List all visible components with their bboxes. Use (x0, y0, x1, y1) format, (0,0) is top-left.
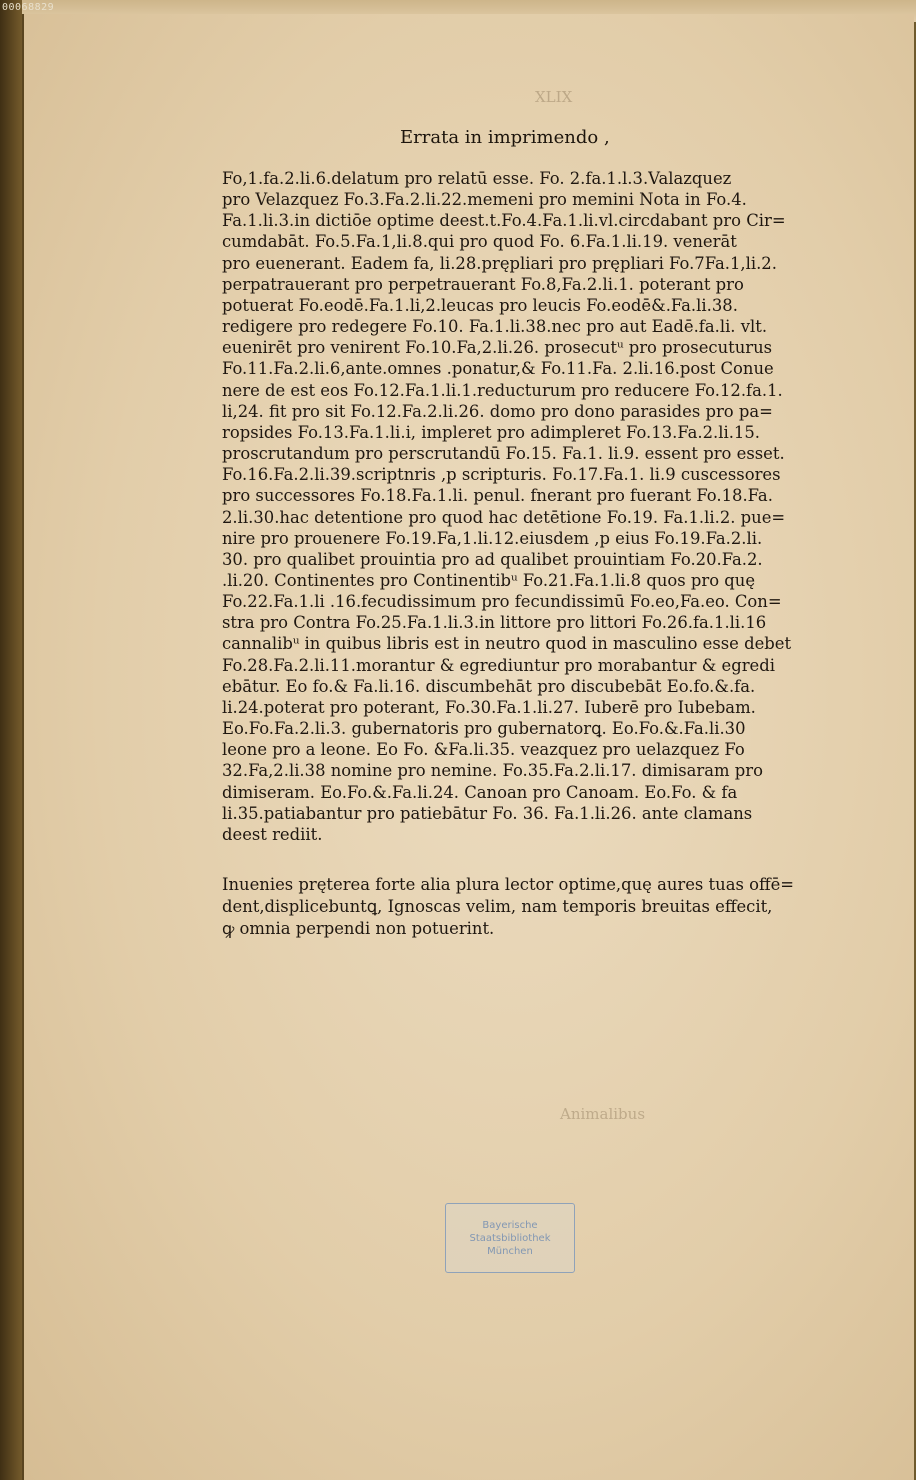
stamp-line-1: Bayerische (482, 1219, 538, 1231)
errata-line: deest rediit. (222, 824, 323, 844)
errata-line: redigere pro redegere Fo.10. Fa.1.li.38.nec pro aut Eadē.fa.li. vlt. (222, 317, 768, 337)
closing-paragraph (222, 874, 802, 940)
errata-line: ebātur. Eo fo.& Fa.li.16. discumbehāt pro discubebāt Eo.fo.&.fa. (222, 676, 756, 696)
errata-line: 32.Fa,2.li.38 nomine pro nemine. Fo.35.Fa.2.li.17. dimisaram pro (222, 761, 763, 781)
page-title: Errata in imprimendo , (400, 127, 610, 148)
errata-line: li.35.patiabantur pro patiebātur Fo. 36. Fa.1.li.26. ante clamans (222, 803, 753, 823)
errata-line: Fo.22.Fa.1.li .16.fecudissimum pro fecundissimū Fo.eo,Fa.eo. Con= (222, 592, 782, 612)
library-stamp (445, 1203, 575, 1273)
errata-line: li.24.poterat pro poterant, Fo.30.Fa.1.li.27. Iuberē pro Iubebam. (222, 697, 756, 717)
errata-line: cumdabāt. Fo.5.Fa.1,li.8.qui pro quod Fo. 6.Fa.1.li.19. venerāt (222, 232, 737, 252)
errata-line: pro Velazquez Fo.3.Fa.2.li.22.memeni pro memini Nota in Fo.4. (222, 190, 747, 210)
errata-line: dimiseram. Eo.Fo.&.Fa.li.24. Canoan pro Canoam. Eo.Fo. & fa (222, 782, 738, 802)
closing-line: Inuenies pręterea forte alia plura lector optime,quę aures tuas offē= (222, 875, 795, 894)
errata-line: 30. pro qualibet prouintia pro ad qualibet prouintiam Fo.20.Fa.2. (222, 549, 763, 569)
errata-line: proscrutandum pro perscrutandū Fo.15. Fa.1. li.9. essent pro esset. (222, 444, 785, 464)
errata-line: perpatrauerant pro perpetrauerant Fo.8,Fa.2.li.1. poterant pro (222, 274, 744, 294)
errata-line: nere de est eos Fo.12.Fa.1.li.1.reducturum pro reducere Fo.12.fa.1. (222, 380, 783, 400)
errata-line: Fo.11.Fa.2.li.6,ante.omnes .ponatur,& Fo.11.Fa. 2.li.16.post Conue (222, 359, 774, 379)
errata-line: .li.20. Continentes pro Continentibᵘ Fo.21.Fa.1.li.8 quos pro quę (222, 570, 756, 590)
stamp-line-3: München (487, 1245, 533, 1257)
errata-line: Fo.16.Fa.2.li.39.scriptnris ,p scripturis. Fo.17.Fa.1. li.9 cuscessores (222, 465, 781, 485)
errata-line: 2.li.30.hac detentione pro quod hac detētione Fo.19. Fa.1.li.2. pue= (222, 507, 786, 527)
bleed-through-folio: XLIX (535, 88, 573, 106)
errata-line: stra pro Contra Fo.25.Fa.1.li.3.in littore pro littori Fo.26.fa.1.li.16 (222, 613, 767, 633)
errata-line: pro euenerant. Eadem fa, li.28.prępliari pro prępliari Fo.7Fa.1,li.2. (222, 253, 777, 273)
errata-line: li,24. fit pro sit Fo.12.Fa.2.li.26. domo pro dono parasides pro pa= (222, 401, 773, 421)
closing-line: ꝙ omnia perpendi non potuerint. (222, 919, 495, 938)
errata-line: euenirēt pro venirent Fo.10.Fa,2.li.26. prosecutᵘ pro prosecuturus (222, 338, 773, 358)
errata-line: Fa.1.li.3.in dictiōe optime deest.t.Fo.4.Fa.1.li.vl.circdabant pro Cir= (222, 211, 786, 231)
errata-list (222, 168, 802, 845)
shelfmark-label: 00068829 (2, 2, 55, 13)
closing-line: dent,displicebuntꝗ, Ignoscas velim, nam temporis breuitas effecit, (222, 897, 773, 916)
errata-line: Fo.28.Fa.2.li.11.morantur & egrediuntur pro morabantur & egredi (222, 655, 775, 675)
errata-line: Fo,1.fa.2.li.6.delatum pro relatū esse. Fo. 2.fa.1.l.3.Valazquez (222, 169, 732, 188)
errata-line: potuerat Fo.eodē.Fa.1.li,2.leucas pro leucis Fo.eodē&.Fa.li.38. (222, 295, 738, 315)
stamp-line-2: Staatsbibliothek (469, 1232, 551, 1244)
errata-line: cannalibᵘ in quibus libris est in neutro quod in masculino esse debet (222, 634, 792, 654)
errata-line: nire pro prouenere Fo.19.Fa,1.li.12.eiusdem ,p eius Fo.19.Fa.2.li. (222, 528, 763, 548)
errata-line: pro successores Fo.18.Fa.1.li. penul. fnerant pro fuerant Fo.18.Fa. (222, 486, 773, 506)
errata-line: Eo.Fo.Fa.2.li.3. gubernatoris pro gubernatorꝗ. Eo.Fo.&.Fa.li.30 (222, 719, 746, 739)
bleed-through-word: Animalibus (560, 1105, 646, 1123)
errata-line: ropsides Fo.13.Fa.1.li.i, impleret pro adimpleret Fo.13.Fa.2.li.15. (222, 422, 760, 442)
errata-line: leone pro a leone. Eo Fo. &Fa.li.35. veazquez pro uelazquez Fo (222, 740, 745, 760)
